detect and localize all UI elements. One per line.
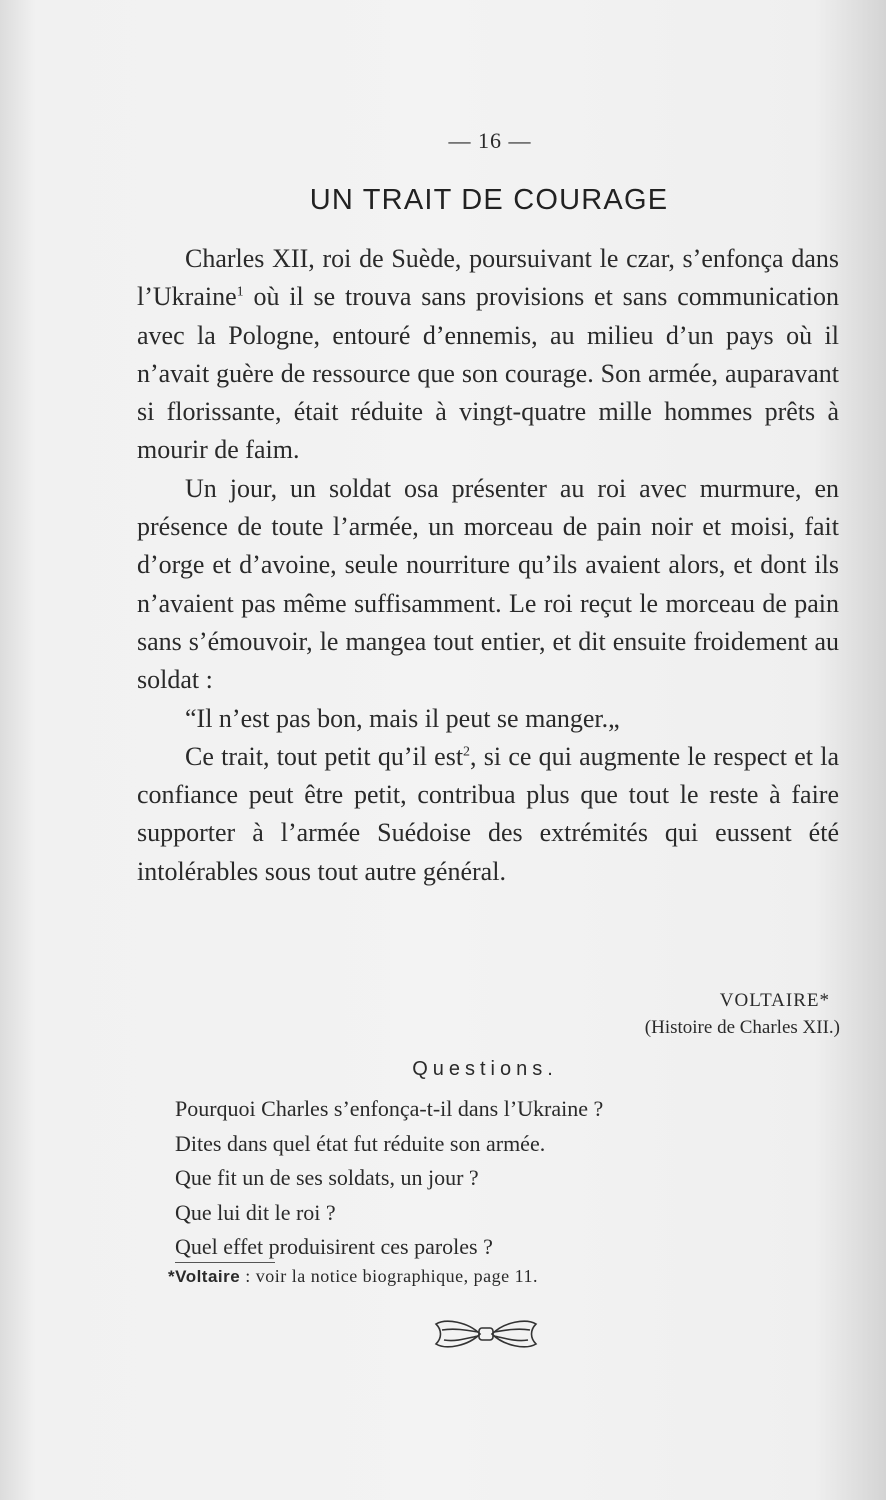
footnote-text: : voir la notice biographique, page 11.	[240, 1266, 538, 1286]
question-item: Dites dans quel état fut réduite son armée.	[175, 1130, 546, 1156]
story-text	[137, 240, 839, 891]
bow-ornament-icon	[432, 1314, 540, 1354]
questions-heading: Questions.	[412, 1058, 558, 1080]
paragraph: Charles XII, roi de Suède, poursuivant le czar, s’enfonça dans l’Ukraine$^1$ où il se trouva sans provisions et sans communication avec la Pologne, entouré d’ennemis, au milieu d’un pays où il n’avait guère de ressource que son courage. Son armée, auparavant si florissante, était réduite à vingt-quatre mille hommes prêts à mourir de faim.	[137, 244, 839, 465]
author-signature: VOLTAIRE*	[719, 990, 830, 1011]
paragraph: Un jour, un soldat osa présenter au roi avec murmure, en présence de toute l’armée, un morceau de pain noir et moisi, fait d’orge et d’avoine, seule nourriture qu’ils avaient alors, et dont ils n’avaient pas même suffisamment. Le roi reçut le morceau de pain sans s’émouvoir, le mangea tout entier, et dit ensuite froidement au soldat :	[137, 473, 839, 695]
paragraph: Ce trait, tout petit qu’il est$^2$, si ce qui augmente le respect et la confiance peut être petit, contribua plus que tout le reste à faire supporter à l’armée Suédoise des extrémités qui eussent été intolérables sous tout autre général.	[137, 741, 839, 886]
question-item: Pourquoi Charles s’enfonça-t-il dans l’Ukraine ?	[175, 1096, 604, 1121]
questions-list	[175, 1092, 815, 1265]
source-citation: (Histoire de Charles XII.)	[644, 1017, 840, 1038]
page-title: UN TRAIT DE COURAGE	[309, 184, 669, 216]
footnote-marker: 1	[236, 284, 244, 300]
footnote-divider	[175, 1262, 275, 1263]
footnote	[168, 1266, 828, 1287]
paragraph-quote: “Il n’est pas bon, mais il peut se manger.„	[185, 703, 620, 733]
question-item: Que fit un de ses soldats, un jour ?	[175, 1165, 479, 1190]
footnote-marker: 2	[463, 744, 471, 760]
page-number: — 16 —	[448, 128, 532, 153]
question-item: Quel effet produisirent ces paroles ?	[175, 1234, 493, 1259]
footnote-name: *Voltaire	[168, 1267, 241, 1286]
question-item: Que lui dit le roi ?	[175, 1199, 336, 1225]
